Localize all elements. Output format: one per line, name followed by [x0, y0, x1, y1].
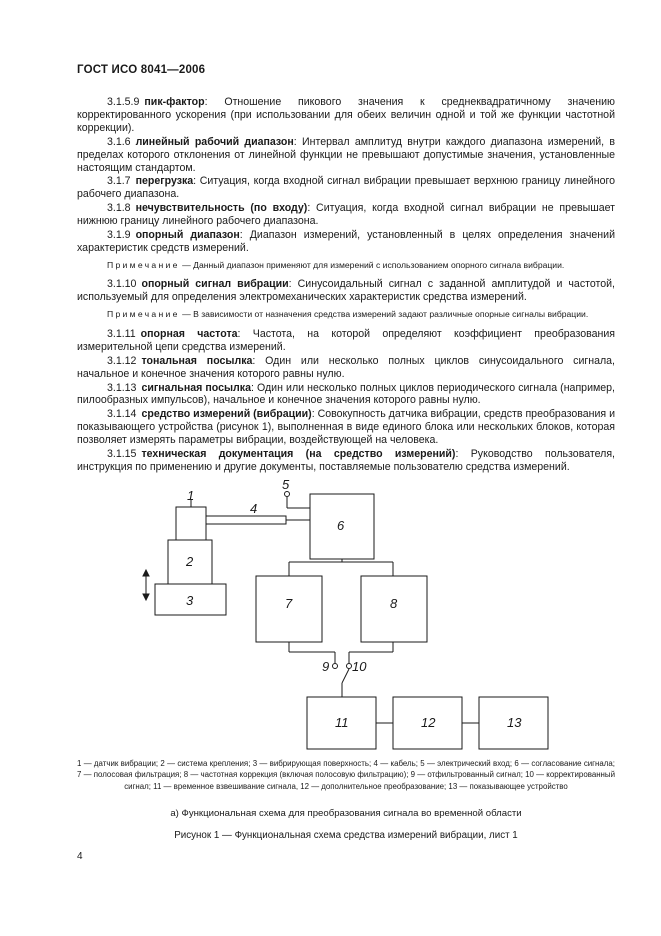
definition-text: Ситуация, когда входной сигнал вибрации превышает верхнюю границу линейного рабочего диапазона.	[77, 175, 615, 201]
definition-text: Руководство пользователя, инструкция по применению и другие документы, поставляемые пользователю средства измерений.	[77, 448, 615, 473]
block-4-cable	[206, 516, 286, 524]
definition-separator: :	[193, 175, 197, 188]
definition-term: перегрузка	[135, 175, 194, 188]
definition-number: 3.1.11	[107, 327, 136, 340]
definition-text: Частота, на которой определяют коэффициент преобразования измерительной цепи средства измерений.	[77, 327, 615, 353]
definition-number: 3.1.5.9	[107, 96, 140, 108]
definition-number: 3.1.9	[107, 229, 131, 242]
definition-number: 3.1.12	[107, 354, 137, 367]
label-1: 1	[187, 488, 195, 503]
label-13: 13	[507, 715, 522, 730]
definition-text: Совокупность датчика вибрации, средств преобразования и показывающего устройства (рисунок 1), выполненная в виде единого блока или нескольких блоков, которая позволяет измерять параметры вибрации, воздействующей на человека.	[77, 408, 615, 447]
definition-term: опорный диапазон	[135, 229, 240, 242]
definition-text: Диапазон измерений, установленный в целях определения значений характеристик средств измерений.	[77, 229, 615, 254]
definition-number: 3.1.7	[107, 175, 131, 188]
label-12: 12	[421, 715, 436, 730]
definition-number: 3.1.14	[107, 408, 137, 421]
definition-term: опорная частота	[140, 327, 238, 340]
figure-title: Рисунок 1 — Функциональная схема средства измерений вибрации, лист 1	[174, 830, 518, 841]
label-5: 5	[282, 477, 290, 492]
definition-separator: :	[252, 354, 256, 367]
definition-separator: :	[239, 229, 243, 242]
vibration-arrow-icon	[143, 570, 149, 600]
definition-term: линейный рабочий диапазон	[135, 135, 294, 148]
definition-text: Интервал амплитуд внутри каждого диапазона измерений, в пределах которого отклонения от линейной функции не превышают допустимые значения, установленные настоящим стандартом.	[77, 135, 615, 174]
definition-text: Ситуация, когда входной сигнал вибрации не превышает нижнюю границу линейного рабочего диапазона.	[77, 202, 615, 228]
definition-separator: :	[288, 278, 292, 291]
definition-term: тональная посылка	[141, 354, 253, 367]
document-header: ГОСТ ИСО 8041—2006	[77, 64, 206, 76]
definition-text: Один или несколько полных циклов периодического сигнала (например, пилообразных импульсов), начальное и конечное значения которого равны нулю.	[77, 381, 615, 407]
label-9: 9	[322, 659, 330, 674]
definition-number: 3.1.15	[107, 448, 137, 461]
definition-number: 3.1.6	[107, 135, 131, 148]
definition-term: опорный сигнал вибрации	[141, 278, 289, 291]
label-2: 2	[186, 554, 194, 569]
page-number: 4	[77, 851, 83, 862]
label-8: 8	[390, 596, 398, 611]
figure-subcaption: а) Функциональная схема для преобразования сигнала во временной области	[170, 808, 522, 819]
definition-term: средство измерений (вибрации)	[141, 408, 312, 421]
block-1-sensor	[176, 507, 206, 540]
figure-legend: 1 — датчик вибрации; 2 — система крепления; 3 — вибрирующая поверхность; 4 — кабель; 5 — электрический вход; 6 — согласование сигнала; 7 — полосовая фильтрация; 8 — частотная коррекция (включая полосовую фильтрацию); 9 — отфильтрованный сигнал; 10 — корректированный сигнал; 11 — временное взвешивание сигнала, 12 — дополнительное преобразование; 13 — показывающее устройство	[77, 759, 615, 791]
label-4: 4	[250, 501, 258, 516]
note-text: — Данный диапазон применяют для измерений с использованием опорного сигнала вибрации.	[179, 259, 565, 270]
definition-separator: :	[307, 202, 311, 215]
label-10: 10	[352, 659, 367, 674]
definition-separator: :	[237, 327, 241, 340]
label-7: 7	[285, 596, 293, 611]
definition-number: 3.1.8	[107, 202, 131, 215]
definition-text: Синусоидальный сигнал с заданной амплитудой и частотой, используемый для определения электромеханических характеристик средства измерений.	[77, 278, 615, 304]
output-terminal-9	[333, 664, 338, 669]
input-terminal	[285, 492, 290, 497]
definition-term: сигнальная посылка	[141, 381, 251, 394]
definition-text: Один или несколько полных циклов синусоидального сигнала, начальное и конечное значения которого равны нулю.	[77, 354, 615, 380]
definition-term: техническая документация (на средство измерений)	[141, 448, 456, 461]
definition-number: 3.1.13	[107, 381, 137, 394]
definition-separator: :	[455, 448, 459, 461]
note-text: — В зависимости от назначения средства измерений задают различные опорные сигналы вибрации.	[179, 309, 589, 320]
definition-separator: :	[293, 135, 297, 148]
output-terminal-10	[347, 664, 352, 669]
definition-term: нечувствительность (по входу)	[135, 202, 308, 215]
definition-separator: :	[311, 408, 315, 421]
definition-text: Отношение пикового значения к среднеквадратичному значению корректированного ускорения (при использовании для обеих величин одной и той же функции частотной коррекции).	[77, 96, 615, 134]
definition-separator: :	[250, 381, 254, 394]
definition-number: 3.1.10	[107, 278, 137, 291]
label-3: 3	[186, 593, 194, 608]
definition-term: пик-фактор	[144, 96, 205, 108]
note-label: Примечание	[107, 309, 180, 320]
definition-separator: :	[204, 96, 208, 108]
label-11: 11	[335, 715, 349, 730]
label-6: 6	[337, 518, 345, 533]
note-label: Примечание	[107, 259, 180, 270]
